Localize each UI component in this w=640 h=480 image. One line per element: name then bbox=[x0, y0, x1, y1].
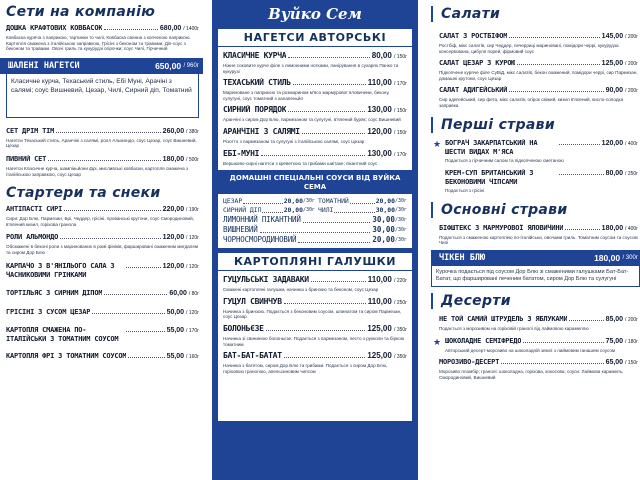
sauce-price: 20,00 bbox=[375, 197, 395, 206]
item-name: САЛАТ АДИГЕЙСЬКИЙ bbox=[439, 86, 508, 95]
item-weight: / 170г bbox=[394, 151, 407, 158]
item-price: 180,00 bbox=[162, 155, 185, 163]
sauce-name: СИРНИЙ ДІП bbox=[223, 206, 262, 215]
item-weight: / 170г bbox=[186, 327, 199, 334]
dumplings-panel bbox=[218, 271, 412, 421]
sauce-name: ТОМАТНИЙ bbox=[318, 197, 349, 206]
menu-item bbox=[223, 51, 407, 74]
item-weight: / 120г bbox=[186, 309, 199, 316]
menu-item bbox=[431, 86, 640, 108]
sauce-price: 20,00 bbox=[372, 235, 395, 245]
band-price: 650,00 bbox=[155, 60, 182, 71]
item-desc: Сир адигейський, сир фета, мікс салатів, огірок свіжий, кизил в'ялений, кисло-солодка заправка bbox=[439, 97, 624, 108]
item-desc: Нагетси Класичне курча, шампіньйони фрі, мисливські ковбаски, картопля смажена з італійською заправкою, соус Цезар bbox=[6, 165, 189, 177]
item-weight: / 120г bbox=[186, 263, 199, 270]
item-weight: / 80г bbox=[188, 290, 199, 297]
item-price: 80,00 bbox=[605, 170, 624, 178]
menu-item bbox=[6, 155, 203, 177]
left-column bbox=[0, 0, 203, 480]
starters-title: Стартери та снеки bbox=[6, 185, 161, 202]
item-desc: Мариноване з паприкою та розмарином м'ясо мармурової яловичини, бекону, сулугуні, соус томатний з халапеньйо bbox=[223, 90, 390, 101]
salads-title: Салати bbox=[431, 6, 500, 22]
sets-title: Сети на компанію bbox=[6, 4, 156, 20]
menu-item bbox=[223, 149, 407, 167]
menu-item bbox=[431, 315, 640, 332]
item-name: ТЕХАСЬКИЙ СТИЛЬ bbox=[223, 78, 291, 88]
menu-item bbox=[431, 59, 640, 81]
item-weight: / 150г bbox=[394, 129, 407, 136]
item-desc: Авторський десерт-морозиво на шоколадній землі з лаймовим ганашем соусом bbox=[445, 347, 616, 353]
sauce-item: СИРНИЙ ДІП 20,00 /30г bbox=[223, 206, 315, 215]
item-weight: / 380г bbox=[186, 128, 199, 135]
sauce-item: ВИШНЕВИЙ 30,00 /30г bbox=[223, 225, 407, 235]
item-price: 75,00 bbox=[605, 337, 624, 345]
nuggets-panel bbox=[218, 47, 412, 170]
item-weight: / 400г bbox=[625, 140, 638, 147]
sauce-price: 20,00 bbox=[283, 197, 303, 206]
item-desc: Обсмажені в беконі роли з маринованих в ромі фініків, фаршировані смаженим мигдалем та сиром Дор Блю bbox=[6, 244, 199, 255]
item-name: ГУЦУЛ СВИНЧУВ bbox=[223, 296, 282, 306]
menu-item bbox=[431, 169, 640, 194]
menu-item bbox=[6, 233, 203, 255]
desserts-title: Десерти bbox=[431, 293, 640, 309]
menu-item bbox=[431, 337, 640, 354]
sauce-price: 20,00 bbox=[283, 206, 303, 215]
item-weight: / 400г bbox=[625, 225, 638, 232]
menu-item bbox=[223, 297, 407, 320]
item-name: ПИВНИЙ СЕТ bbox=[6, 154, 47, 163]
item-desc: Нагетси Техаський стиль, Аранчіні з салямі, ролл Альмондо, соус Цезар, соус Вишневий, Цезар bbox=[6, 137, 197, 149]
item-price: 110,00 bbox=[367, 296, 392, 306]
menu-item bbox=[6, 308, 203, 318]
sauce-name: ЧИЛІ bbox=[318, 206, 334, 215]
item-name: АНТІПАСТІ СИРІ bbox=[6, 205, 63, 214]
menu-item bbox=[6, 289, 203, 299]
item-desc: Смажені картопляні галушки, начинка з бринзою та беконом, соус Цезар bbox=[223, 287, 379, 293]
item-weight: / 120г bbox=[186, 235, 199, 242]
sauce-price: 30,00 bbox=[372, 225, 395, 235]
item-name: РОЛИ АЛЬМОНДО bbox=[6, 233, 59, 242]
item-weight: / 150г bbox=[394, 108, 407, 115]
chicken-band bbox=[431, 250, 640, 266]
menu-item bbox=[6, 205, 203, 227]
menu-item bbox=[6, 352, 203, 362]
nuggets-title: НАГЕТСИ АВТОРСЬКІ bbox=[218, 29, 412, 47]
menu-item bbox=[223, 78, 407, 101]
dumplings-title: КАРТОПЛЯНІ ГАЛУШКИ bbox=[218, 253, 412, 271]
item-desc: Подається з грісіні bbox=[445, 188, 485, 194]
item-weight: / 250г bbox=[394, 299, 407, 306]
menu-item bbox=[6, 262, 203, 280]
item-desc: Начинка з батетом, сиром Дор Блю та грибами. Подається з сиром Дор Блю, горіховою гранолою, апельсиновим чипсом bbox=[223, 363, 388, 374]
sauce-price: 30,00 bbox=[372, 215, 395, 225]
item-price: 80,00 bbox=[371, 51, 392, 60]
item-name: КРЕМ-СУП БРИТАНСЬКИЙ З БЕКОНОВИМИ ЧІПСАМИ bbox=[445, 169, 534, 187]
item-weight: / 250г bbox=[625, 171, 638, 178]
item-price: 120,00 bbox=[162, 234, 185, 242]
item-weight: / 180г bbox=[625, 338, 638, 345]
item-price: 55,00 bbox=[166, 352, 185, 360]
item-name: БОЛОНЬЄЗЕ bbox=[223, 323, 264, 333]
item-name: КАРПАЧО З В'ЯНІЛЬОГО САЛА З ЧАСНИКОВИМИ ГРІНКАМИ bbox=[6, 261, 115, 279]
band-name: ШАЛЕНІ НАГЕТСИ bbox=[8, 60, 80, 71]
item-name: КАРТОПЛЯ СМАЖЕНА ПО-ІТАЛІЙСЬКИ З ТОМАТНИМ СОУСОМ bbox=[6, 325, 119, 343]
menu-item bbox=[223, 351, 407, 374]
item-name: БІФШТЕКС З МАРМУРОВОЇ ЯЛОВИЧИНИ bbox=[439, 223, 564, 232]
item-weight: / 190г bbox=[186, 207, 199, 214]
item-desc: Сири: Дор Блю, Пармезан, Брі, Чеддер, грісіні, прованські крутони, соус Смородиновий, в'ялений кизил, горіхова гранола bbox=[6, 216, 194, 227]
sauce-item: ЧИЛІ 30,00 /30г bbox=[318, 206, 407, 215]
item-weight: / 200г bbox=[625, 61, 638, 68]
menu-item bbox=[6, 326, 203, 344]
item-name: КЛАСИЧНЕ КУРЧА bbox=[223, 51, 287, 60]
item-weight: / 220г bbox=[394, 278, 407, 285]
item-price: 85,00 bbox=[605, 315, 624, 323]
item-price: 680,00 bbox=[159, 25, 182, 32]
item-name: ШОКОЛАДНЕ СЕМІФРЕДО bbox=[445, 336, 522, 345]
item-name: САЛАТ З РОСТБІФОМ bbox=[439, 32, 508, 40]
item-name: ТОРТІЛЬЯС З СИРНИМ ДІПОМ bbox=[6, 288, 103, 297]
item-desc: Аранчіні з сиром Дор Блю, пармезаном та сулугуні, в'ялений буряк; соус Вишневий bbox=[223, 117, 401, 123]
sauce-name: ВИШНЕВИЙ bbox=[223, 225, 258, 235]
item-price: 120,00 bbox=[367, 126, 392, 136]
mains-title: Основні страви bbox=[431, 202, 640, 218]
menu-item bbox=[223, 127, 407, 145]
item-desc: Ніжне соковите курче філе з лимонними нотками, панірування в сухарях Панко та кукурузі bbox=[223, 63, 399, 74]
item-weight: / 350г bbox=[394, 326, 407, 333]
item-price: 90,00 bbox=[605, 87, 624, 95]
star-icon: ★ bbox=[433, 336, 442, 347]
item-price: 65,00 bbox=[605, 359, 624, 367]
item-name: БОГРАЧ ЗАКАРПАТСЬКИЙ НА ШЕСТИ ВИДАХ М'ЯСА bbox=[445, 138, 538, 156]
item-desc: Ростбіф, мікс салатів, сир Чеддер, печерриці мариновані, помідори черрі, кукурудза консервована, цибуля порей, фірмовий соус bbox=[439, 43, 619, 54]
item-weight: / 200г bbox=[625, 88, 638, 95]
item-name: САЛАТ ЦЕЗАР З КУРОЮ bbox=[439, 59, 516, 68]
item-weight: / 200г bbox=[625, 316, 638, 323]
nuggets-set-band bbox=[0, 58, 203, 74]
item-price: 145,00 bbox=[601, 33, 624, 40]
item-desc: Начинка з бринзою. Подається з беконовим соусом, шпинатом та сиром Пармезан, соус Цезар bbox=[223, 308, 402, 320]
sauce-name: ЛИМОННИЙ ПІКАНТНИЙ bbox=[223, 215, 301, 225]
item-name: СИРНИЙ ПОРЯДОК bbox=[223, 105, 287, 115]
item-desc: Подається з смаженою картоплею по-італійськи, овочами гриль. Томатним соусом та соусом Чилі bbox=[439, 234, 638, 246]
item-price: 260,00 bbox=[162, 127, 185, 135]
band-price: 180,00 bbox=[594, 252, 621, 263]
band-weight: / 300г bbox=[622, 254, 638, 261]
item-price: 120,00 bbox=[162, 262, 185, 270]
sauce-name: ЦЕЗАР bbox=[223, 197, 243, 206]
sauces-title: ДОМАШНІ СПЕЦІАЛЬНІ СОУСИ ВІД ВУЙКА СЕМА bbox=[229, 174, 401, 192]
item-name: НЕ ТОЙ САМИЙ ШТРУДЕЛЬ З ЯБЛУКАМИ bbox=[439, 314, 568, 323]
item-name: ГУЦУЛЬСЬКІ ЗАДАВАКИ bbox=[223, 275, 309, 285]
star-icon: ★ bbox=[433, 138, 442, 149]
menu-item bbox=[431, 224, 640, 246]
menu-item bbox=[431, 139, 640, 164]
item-name: СЕТ ДРІМ ТІМ bbox=[6, 126, 55, 135]
soups-title: Перші страви bbox=[431, 117, 640, 133]
brand-logo: Вуйко Сем bbox=[268, 5, 362, 23]
nuggets-set-desc: Класичне курча, Техаський стиль, Ебі Муні, Арачіні з салямі; соус Вишневий, Цезар, Чилі, Сирний діп, Томатний bbox=[6, 74, 199, 118]
sauces-panel bbox=[218, 194, 412, 248]
sauce-item: ЛИМОННИЙ ПІКАНТНИЙ 30,00 /30г bbox=[223, 215, 407, 225]
middle-column bbox=[212, 0, 418, 480]
sauce-item: ЧОРНОСМОРОДИНОВИЙ 20,00 /30г bbox=[223, 235, 407, 245]
right-column bbox=[427, 0, 640, 480]
item-name: ДОШКА КРАФТОВИХ КОВБАСОК bbox=[6, 24, 103, 32]
item-price: 60,00 bbox=[169, 289, 187, 297]
item-price: 125,00 bbox=[367, 323, 392, 333]
sauce-name: ЧОРНОСМОРОДИНОВИЙ bbox=[223, 235, 297, 245]
item-desc: Різотто з пармезаном та сулугуні з італійською салямі, соус Цезар bbox=[223, 138, 365, 144]
item-weight: / 1400г bbox=[183, 26, 199, 32]
chicken-desc: Курочка подається під соусом Дор Блю зі смаженими галушками Бат-Бат-Батат, що фаршировані печеним бататом, сиром Дор Блю та сулугуні bbox=[431, 266, 640, 287]
item-desc: Підкопчене куряче філе СуВіД, мікс салатів, бекон смажений, помідори черрі, сир Пармезан, домашні крутони, соус Цезар bbox=[439, 70, 638, 81]
band-weight: / 960г bbox=[183, 62, 199, 69]
menu-item bbox=[223, 105, 407, 123]
item-desc: Подається з гірчичним салом та підкопченою сметаною bbox=[445, 157, 564, 163]
item-desc: Начинка зі свининою болоньєзе. Подається з пармезаном, песто з рукколи та біркою томатним bbox=[223, 335, 405, 347]
item-name: КАРТОПЛЯ ФРІ З ТОМАТНИМ СОУСОМ bbox=[6, 351, 127, 360]
item-price: 130,00 bbox=[367, 105, 392, 115]
item-weight: / 150г bbox=[625, 360, 638, 367]
menu-item bbox=[6, 127, 203, 149]
item-desc: Морозиво пломбір; гранолі: шоколадна, горіхова, кокосова; соуси: Лаймова карамель, Смородиновий, Вишневий bbox=[439, 369, 624, 380]
item-price: 110,00 bbox=[367, 78, 392, 88]
item-weight: / 160г bbox=[186, 353, 199, 360]
item-price: 120,00 bbox=[601, 139, 624, 147]
item-name: ЕБІ-МУНІ bbox=[223, 148, 260, 158]
item-name: БАТ-БАТ-БАТАТ bbox=[223, 351, 282, 361]
menu-item bbox=[223, 275, 407, 293]
item-weight: / 500г bbox=[186, 156, 199, 163]
sauce-price: 30,00 bbox=[375, 206, 395, 215]
item-weight: / 150г bbox=[394, 54, 407, 60]
item-desc: Ковбаска курячa з паприкою, тартинки то чилі, Ковбаска свинна з копченою паприкою. Картопля смажена з італійською заправкою, Грісіні з беконом та травами, Діп-соус з беконом та травами. Овочі гриль та кукурудзі огірочки; соус Чилі, Гірчичний bbox=[6, 35, 191, 52]
item-price: 180,00 bbox=[601, 224, 624, 232]
item-desc: Вершково-сирні нагетси з креветкою та грибами шиітаке; пікантний соус bbox=[223, 160, 378, 166]
item-weight: / 200г bbox=[625, 34, 638, 40]
item-price: 50,00 bbox=[166, 308, 185, 316]
menu-item bbox=[431, 358, 640, 380]
item-price: 110,00 bbox=[367, 275, 392, 285]
item-weight: / 170г bbox=[394, 81, 407, 88]
item-desc: Подається з морозивом на горіховій гранолі під лаймовою карамеллю bbox=[439, 325, 589, 331]
sauce-item: ТОМАТНИЙ 20,00 /30г bbox=[318, 197, 407, 206]
menu-item bbox=[6, 24, 203, 52]
band-name: ЧІКЕН БЛЮ bbox=[439, 252, 486, 263]
item-weight: / 350г bbox=[394, 354, 407, 361]
sauce-item: ЦЕЗАР 20,00 /30г bbox=[223, 197, 315, 206]
item-price: 125,00 bbox=[601, 60, 624, 68]
item-name: МОРОЗИВО-ДЕСЕРТ bbox=[439, 358, 500, 367]
item-name: ГРІСІНІ З СУСОМ ЦЕЗАР bbox=[6, 307, 91, 316]
item-price: 55,00 bbox=[166, 326, 185, 334]
item-price: 220,00 bbox=[162, 206, 185, 214]
item-name: АРАНЧІНІ З САЛЯМІ bbox=[223, 126, 300, 136]
menu-item bbox=[223, 324, 407, 347]
item-price: 130,00 bbox=[367, 148, 392, 158]
item-price: 125,00 bbox=[367, 351, 392, 361]
menu-item bbox=[431, 32, 640, 54]
